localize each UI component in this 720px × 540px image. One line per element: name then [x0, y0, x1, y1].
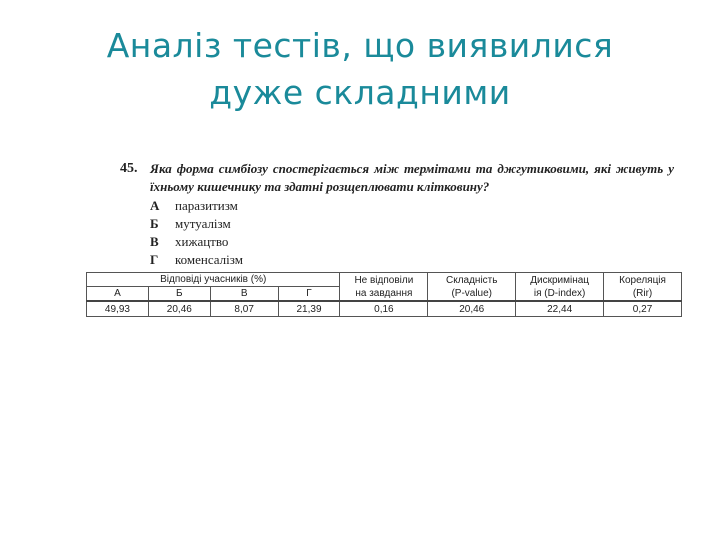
value-v: 8,07	[210, 301, 278, 317]
question-text: Яка форма симбіозу спостерігається між термітами та джгутиковими, які живуть у їхньому кишечнику та здатні розщеплювати клітковину?	[150, 161, 674, 194]
value-no-answer: 0,16	[340, 301, 428, 317]
table-header-row	[87, 273, 682, 287]
option-letter: Г	[150, 252, 159, 267]
option-text: паразитизм	[175, 198, 238, 213]
difficulty-header: Складність (P-value)	[428, 273, 516, 302]
answer-option	[150, 215, 684, 233]
option-text: хижацтво	[175, 234, 229, 249]
option-letter: Б	[150, 216, 159, 231]
test-item-scan	[86, 160, 684, 317]
answer-letter-header: В	[210, 287, 278, 302]
question	[86, 160, 684, 196]
correlation-header: Кореляція (Rir)	[604, 273, 682, 302]
option-letter: А	[150, 198, 160, 213]
value-discrimination: 22,44	[516, 301, 604, 317]
answers-header: Відповіді учасників (%)	[87, 273, 340, 287]
option-letter: В	[150, 234, 159, 249]
table-row	[87, 301, 682, 317]
value-a: 49,93	[87, 301, 149, 317]
answer-letter-header: Г	[278, 287, 340, 302]
discrimination-header: Дискримінац ія (D-index)	[516, 273, 604, 302]
option-text: коменсалізм	[175, 252, 243, 267]
question-number: 45.	[120, 161, 138, 176]
answer-option	[150, 233, 684, 251]
value-b: 20,46	[148, 301, 210, 317]
answer-option	[150, 197, 684, 215]
value-g: 21,39	[278, 301, 340, 317]
no-answer-header: Не відповіли на завдання	[340, 273, 428, 302]
value-correlation: 0,27	[604, 301, 682, 317]
answer-options	[86, 197, 684, 269]
answer-letter-header: Б	[148, 287, 210, 302]
slide-title	[40, 22, 680, 116]
option-text: мутуалізм	[175, 216, 231, 231]
answer-letter-header: А	[87, 287, 149, 302]
answer-option	[150, 251, 684, 269]
value-difficulty: 20,46	[428, 301, 516, 317]
item-statistics-table	[86, 272, 682, 317]
slide-title-line-1: Аналіз тестів, що виявилися	[106, 26, 614, 65]
slide-title-line-2: дуже складними	[209, 73, 511, 112]
